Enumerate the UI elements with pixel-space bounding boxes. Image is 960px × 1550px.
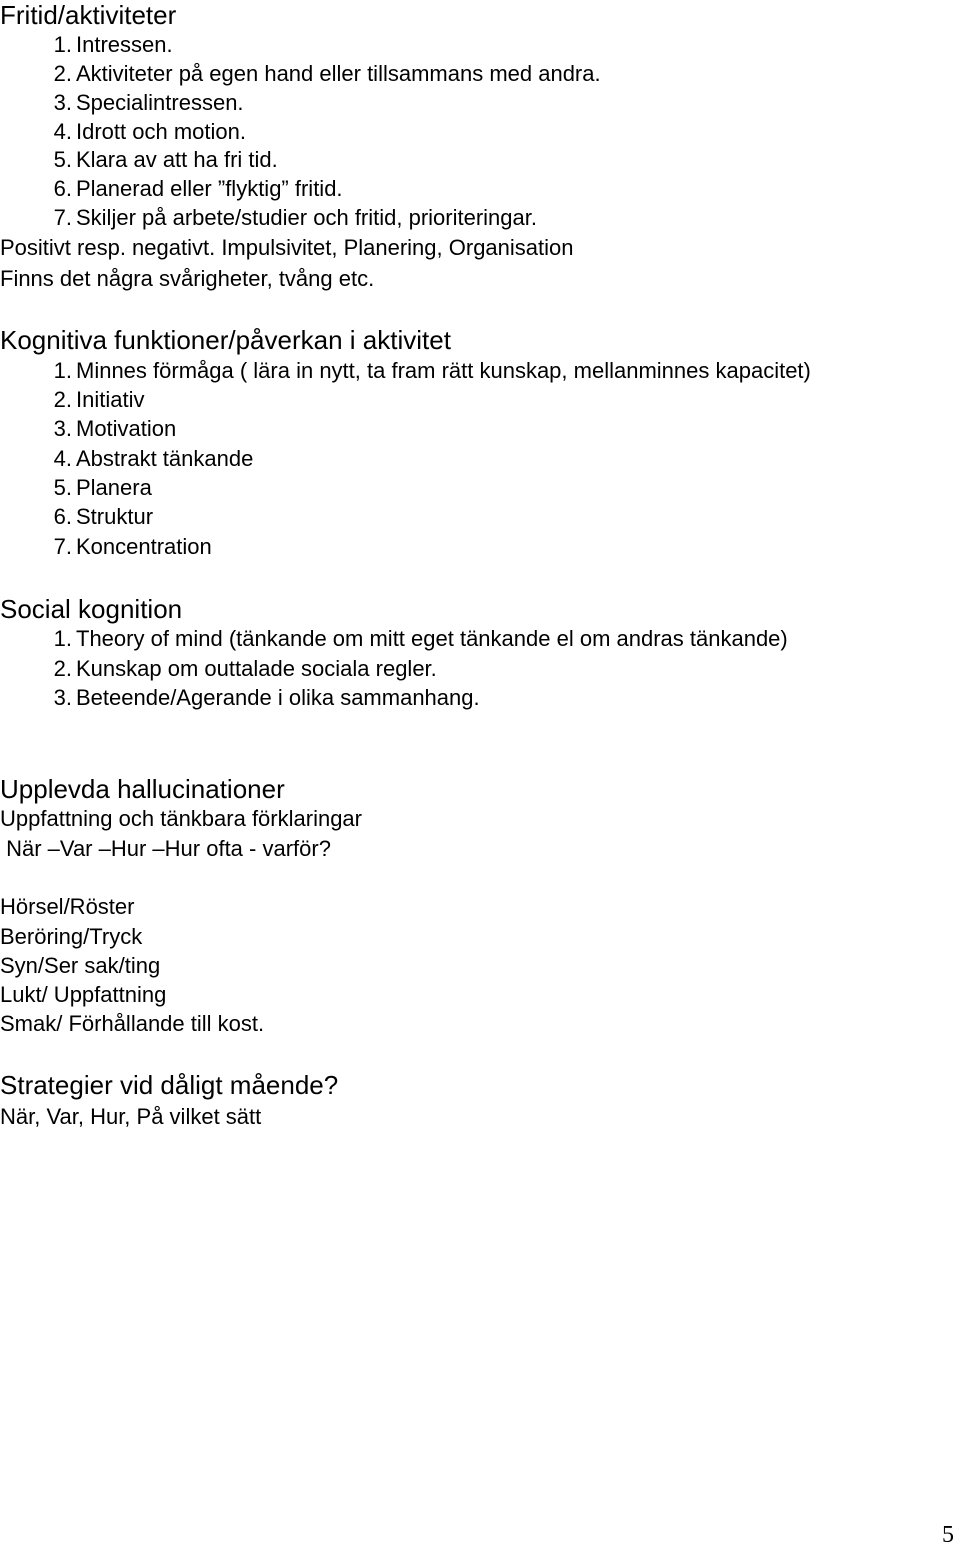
fritid-note-1: Positivt resp. negativt. Impulsivitet, Planering, Organisation [0, 235, 574, 260]
section-heading-fritid: Fritid/aktiviteter [0, 0, 177, 30]
section-heading-social: Social kognition [0, 594, 183, 624]
strategier-line-1: När, Var, Hur, På vilket sätt [0, 1104, 262, 1129]
section-heading-strategier: Strategier vid dåligt mående? [0, 1070, 339, 1100]
hallucinationer-line-2: När –Var –Hur –Hur ofta - varför? [0, 836, 331, 861]
hallucinationer-line-1: Uppfattning och tänkbara förklaringar [0, 806, 362, 831]
sense-item: Syn/Ser sak/ting [0, 953, 161, 978]
sense-item: Hörsel/Röster [0, 894, 135, 919]
document-page: Fritid/aktiviteter 1. Intressen. 2. Aktiviteter på egen hand eller tillsammans med andra. 3. Specialintressen. 4. Idrott och motion. 5. Klara av att ha fri tid. 6. Planerad eller ”flyktig” fritid. 7. Skiljer på arbete/studier och fritid, prioriteringar. Positivt resp. negativt. Impulsivitet, Planering, Organisation Finns det några svårigheter, tvång etc. Kognitiva funktioner/påverkan i aktivitet 1. Minnes förmåga ( lära in nytt, ta fram rätt kunskap, mellanminnes kapacitet) 2. Initiativ 3. Motivation 4. Abstrakt tänkande 5. Planera 6. Struktur 7. Koncentration Social kognition 1. Theory of mind (tänkande om mitt eget tänkande el om andras tänkande) 2. Kunskap om outtalade sociala regler. 3. Beteende/Agerande i olika sammanhang. Upplevda hallucinationer Uppfattning och tänkbara förklaringar När –Var –Hur –Hur ofta - varför? Hörsel/Röster Beröring/Tryck Syn/Ser sak/ting Lukt/ Uppfattning Smak/ Förhållande till kost. Strategier vid dåligt mående? När, Var, Hur, På vilket sätt 5 [0, 0, 954, 1548]
sense-item: Lukt/ Uppfattning [0, 982, 167, 1007]
page-number: 5 [942, 1522, 954, 1548]
section-heading-kognitiva: Kognitiva funktioner/påverkan i aktivitet [0, 325, 451, 355]
sense-item: Beröring/Tryck [0, 924, 143, 949]
fritid-note-2: Finns det några svårigheter, tvång etc. [0, 266, 375, 291]
section-heading-hallucinationer: Upplevda hallucinationer [0, 774, 285, 804]
sense-item: Smak/ Förhållande till kost. [0, 1011, 265, 1036]
